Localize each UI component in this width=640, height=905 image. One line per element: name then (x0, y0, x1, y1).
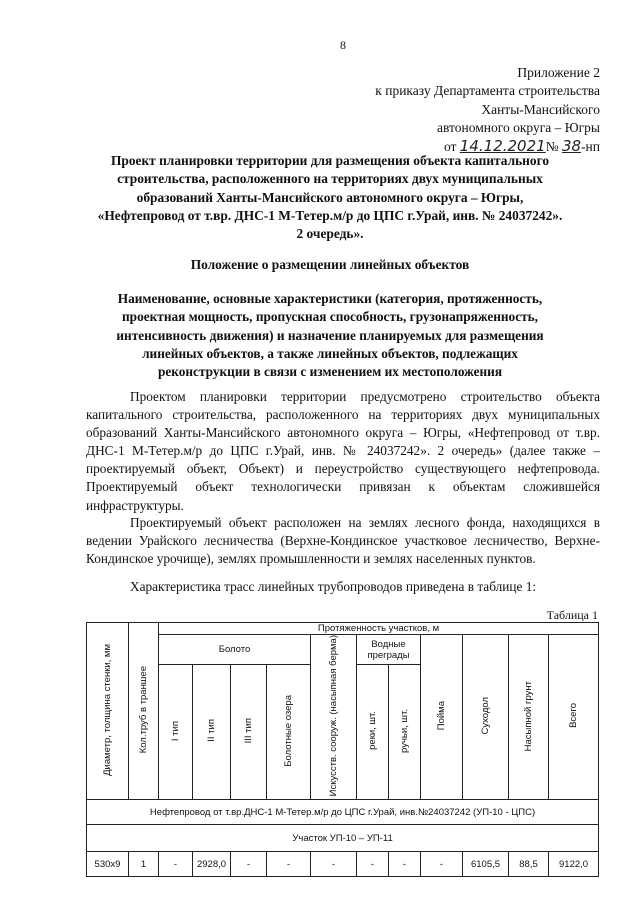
header-dry-land: Суходол (463, 635, 509, 800)
route-row (87, 800, 599, 825)
appendix-block (300, 64, 600, 137)
cell-floodplain: - (421, 852, 463, 877)
cell-fill-soil: 88,5 (509, 852, 549, 877)
header-total: Всего (549, 635, 599, 800)
section-row (87, 825, 599, 852)
subtitle-line-1: Наименование, основные характеристики (категория, протяженность, (117, 291, 543, 306)
title-line-1: Проект планировки территории для размещения объекта капитального (110, 153, 550, 168)
handwritten-number: 38 (561, 137, 582, 155)
cell-total: 9122,0 (549, 852, 599, 877)
pipeline-table (86, 622, 599, 877)
cell-dry-land: 6105,5 (463, 852, 509, 877)
header-fill-soil: Насыпной грунт (509, 635, 549, 800)
table-row (87, 852, 599, 877)
title-line-5: 2 очередь». (296, 226, 364, 242)
paragraph-3: Характеристика трасс линейных трубопроводов приведена в таблице 1: (130, 579, 537, 594)
header-rivers: реки, шт. (357, 665, 389, 800)
header-streams: ручьи, шт. (389, 665, 421, 800)
cell-streams: - (389, 852, 421, 877)
title-line-4: «Нефтепровод от т.вр. ДНС-1 М-Тетер.м/р до ЦПС г.Урай, инв. № 24037242». (97, 207, 563, 223)
section-heading: Положение о размещении линейных объектов (190, 257, 470, 272)
header-artificial: Искусств. сооруж. (насыпная берма) (311, 635, 357, 800)
appendix-line-1: Приложение 2 (517, 65, 600, 80)
paragraph-1: Проектом планировки территории предусмотрено строительство объекта капитального строительства, расположенного на территориях двух муниципальных образований Ханты-Мансийского автономного округа – Югры, «Нефтепровод от т.вр. ДНС-1 М-Тетер.м/р до ЦПС г.Урай, инв. № 24037242». 2 очередь» (далее также – проектируемый объект, Объект) и переустройство существующего нефтепровода. Проектируемый объект технологически привязан к объектам сложившейся инфраструктуры. (86, 389, 600, 513)
subtitle-block (70, 290, 590, 381)
appendix-line-2: к приказу Департамента строительства (375, 83, 600, 99)
document-title (70, 152, 590, 243)
cell-swamp-type-1: - (159, 852, 193, 877)
cell-diameter: 530х9 (87, 852, 129, 877)
header-length-group: Протяженность участков, м (159, 623, 599, 635)
date-prefix: от (443, 139, 457, 154)
page-number: 8 (340, 38, 346, 52)
header-swamp-type-2: II тип (193, 665, 231, 800)
cell-artificial: - (311, 852, 357, 877)
table-caption: Таблица 1 (546, 608, 598, 622)
handwritten-date: 14.12.2021 (459, 137, 546, 155)
header-diameter: Диаметр, толщина стенки, мм (87, 623, 129, 800)
subtitle-line-3: интенсивность движения) и назначение планируемых для размещения (116, 327, 544, 343)
number-prefix: № (545, 139, 559, 154)
cell-swamp-type-2: 2928,0 (193, 852, 231, 877)
appendix-line-3: Ханты-Мансийского (481, 101, 600, 117)
header-swamp-lakes: Болотные озера (267, 665, 311, 800)
route-cell: Нефтепровод от т.вр.ДНС-1 М-Тетер.м/р до ЦПС г.Урай, инв.№24037242 (УП-10 - ЦПС) (87, 800, 599, 825)
cell-swamp-type-3: - (231, 852, 267, 877)
header-pipe-count: Кол.труб в траншее (129, 623, 159, 800)
paragraph-2: Проектируемый объект расположен на землях лесного фонда, находящихся в ведении Урайского лесничества (Верхне-Кондинское участковое лесничество, Верхне-Кондинское урочище), землях промышленности и землях населенных пунктов. (86, 515, 600, 567)
header-swamp-group: Болото (159, 635, 311, 665)
header-water-group: Водные преграды (357, 635, 421, 665)
subtitle-line-5: реконструкции в связи с изменением их местоположения (157, 364, 503, 380)
title-line-3: образований Ханты-Мансийского автономного округа – Югры, (136, 189, 524, 205)
subtitle-line-4: линейных объектов, а также линейных объектов, подлежащих (142, 345, 518, 361)
header-floodplain: Пойма (421, 635, 463, 800)
appendix-line-4: автономного округа – Югры (437, 119, 600, 135)
title-line-2: строительства, расположенного на территориях двух муниципальных (117, 171, 543, 187)
subtitle-line-2: проектная мощность, пропускная способность, грузонапряженность, (122, 309, 538, 325)
cell-pipe-count: 1 (129, 852, 159, 877)
header-swamp-type-3: III тип (231, 665, 267, 800)
order-suffix: -нп (581, 139, 600, 154)
header-swamp-type-1: I тип (159, 665, 193, 800)
cell-rivers: - (357, 852, 389, 877)
cell-swamp-lakes: - (267, 852, 311, 877)
section-cell: Участок УП-10 – УП-11 (87, 825, 599, 852)
